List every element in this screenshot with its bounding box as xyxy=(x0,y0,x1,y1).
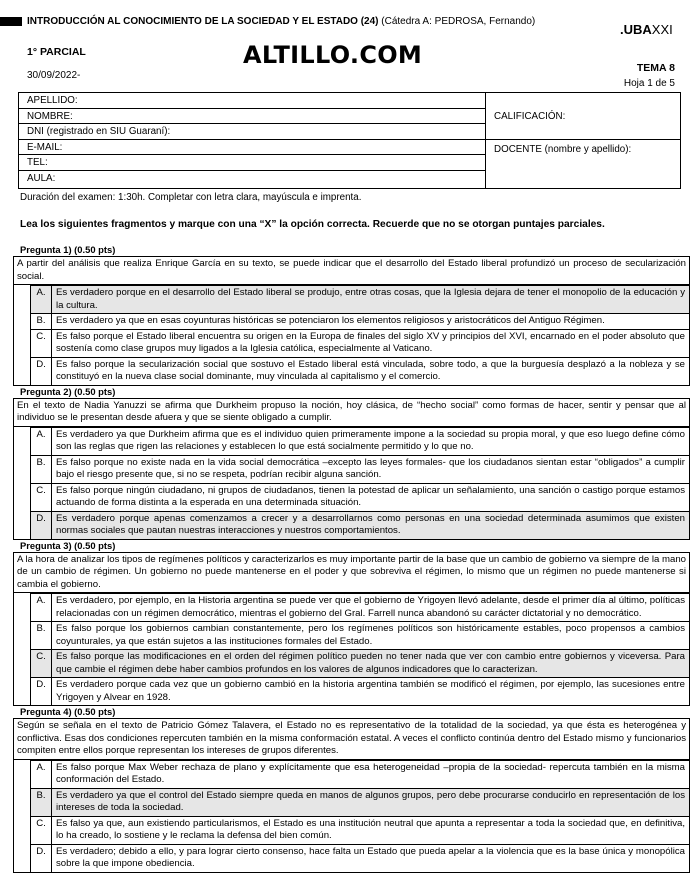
tema-label: TEMA 8 xyxy=(636,62,675,74)
instructions: Lea los siguientes fragmentos y marque con una “X” la opción correcta. Recuerde que no se otorgan puntajes parciales. xyxy=(20,219,605,230)
option-row[interactable] xyxy=(30,313,689,329)
exam-date: 30/09/2022- xyxy=(27,70,81,81)
question-stem: A partir del análisis que realiza Enrique García en su texto, se puede indicar que el desarrollo del Estado liberal profundizó un proceso de secularización social. xyxy=(14,257,689,285)
option-row[interactable] xyxy=(30,760,689,788)
watermark-logo: ALTILLO.COM xyxy=(243,41,423,69)
question-2 xyxy=(13,398,690,540)
option-letter: C. xyxy=(36,817,46,829)
option-text: Es falso porque la secularización social que sostuvo el Estado liberal está vinculada, sobre todo, a que la burguesía desplazó a la nobleza y se constituyó en la nueva clase social dominante, muy vinculada al capitalismo y el comercio. xyxy=(51,358,689,385)
field-email[interactable]: E-MAIL: xyxy=(19,140,485,156)
option-letter: B. xyxy=(36,456,46,468)
option-row[interactable] xyxy=(30,357,689,385)
option-row[interactable] xyxy=(30,427,689,455)
option-row[interactable] xyxy=(30,816,689,844)
exam-title: 1° PARCIAL xyxy=(27,46,86,58)
field-apellido[interactable]: APELLIDO: xyxy=(19,93,485,109)
field-docente: DOCENTE (nombre y apellido): xyxy=(494,144,632,155)
course-title: INTRODUCCIÓN AL CONOCIMIENTO DE LA SOCIEDAD Y EL ESTADO (24) (Cátedra A: PEDROSA, Fernando) xyxy=(27,16,536,27)
duration-note: Duración del examen: 1:30h. Completar con letra clara, mayúscula e imprenta. xyxy=(20,192,362,203)
question-3 xyxy=(13,552,690,707)
option-text: Es verdadero ya que Durkheim afirma que es el individuo quien primeramente impone a la sociedad su propia moral, y que eso luego define cómo son las reglas que rigen las relaciones y establecen lo que está socialmente permitido y lo que no. xyxy=(51,428,689,455)
option-letter: B. xyxy=(36,789,46,801)
option-text: Es falso porque no existe nada en la vida social democrática –excepto las leyes formales- que los ciudadanos sientan estar “obligados” a cumplir bajo el riesgo presente que, si no se respeta, podrían recibir alguna sanción. xyxy=(51,456,689,483)
question-1 xyxy=(13,256,690,386)
option-letter: B. xyxy=(36,315,46,326)
student-id-table xyxy=(18,92,681,189)
option-row[interactable] xyxy=(30,455,689,483)
option-letter: A. xyxy=(36,595,46,606)
page-count: Hoja 1 de 5 xyxy=(623,78,675,89)
student-fields xyxy=(19,93,486,188)
option-letter: B. xyxy=(36,623,46,634)
option-row[interactable] xyxy=(30,329,689,357)
option-letter: D. xyxy=(36,512,46,524)
header-black-bar xyxy=(0,17,22,26)
question-stem: Según se señala en el texto de Patricio Gómez Talavera, el Estado no es representativo de la totalidad de la sociedad, ya que ésta es heterogénea y conflictiva. Esas dos condiciones repercuten también en la misma conformación estatal. A veces el conflicto continúa dentro del Estado mismo y funcionarios compiten entre ellos porque representan los intereses de grupos diferentes. xyxy=(14,719,689,760)
question-label: Pregunta 4) (0.50 pts) xyxy=(20,706,116,717)
option-letter: D. xyxy=(36,358,46,370)
field-tel[interactable]: TEL: xyxy=(19,155,485,171)
option-text: Es verdadero porque cada vez que un gobierno cambió en la historia argentina también se modificó el régimen, por ejemplo, las sucesiones entre Yrigoyen y Alvear en 1928. xyxy=(51,678,689,705)
option-text: Es falso porque los gobiernos cambian constantemente, pero los regímenes políticos son históricamente estables, poco propensos a cambios coyunturales, ya que están sujetos a las instituciones formales del Estado. xyxy=(51,622,689,649)
option-letter: C. xyxy=(36,330,46,342)
option-letter: D. xyxy=(36,679,46,690)
field-calificacion: CALIFICACIÓN: xyxy=(486,93,680,140)
option-row[interactable] xyxy=(30,285,689,313)
option-row[interactable] xyxy=(30,649,689,677)
option-text: Es falso porque Max Weber rechaza de plano y explícitamente que esa heterogeneidad –propia de la sociedad- repercuta también en la misma conformación del Estado. xyxy=(51,761,689,788)
option-letter: A. xyxy=(36,287,46,298)
grading-fields xyxy=(486,93,680,188)
option-text: Es verdadero porque en el desarrollo del Estado liberal se produjo, entre otras cosas, que la Iglesia dejara de tener el monopolio de la educación y la cultura. xyxy=(51,286,689,313)
question-4 xyxy=(13,718,690,873)
option-row[interactable] xyxy=(30,593,689,621)
field-nombre[interactable]: NOMBRE: xyxy=(19,109,485,125)
question-label: Pregunta 1) (0.50 pts) xyxy=(20,244,116,255)
option-row[interactable] xyxy=(30,621,689,649)
option-text: Es verdadero ya que el control del Estado siempre queda en manos de algunos grupos, pero debe procurarse conducirlo en representación de los intereses de toda la sociedad. xyxy=(51,789,689,816)
field-aula[interactable]: AULA: xyxy=(27,172,56,184)
field-dni[interactable]: DNI (registrado en SIU Guaraní): xyxy=(19,124,485,140)
question-label: Pregunta 2) (0.50 pts) xyxy=(20,385,116,397)
questions-list xyxy=(13,244,690,873)
option-row[interactable] xyxy=(30,483,689,511)
option-row[interactable] xyxy=(30,844,689,872)
question-stem: En el texto de Nadia Yanuzzi se afirma que Durkheim propuso la noción, hoy clásica, de “hecho social” como formas de hacer, sentir y pensar que al individuo se le presentan desde afuera y que se siente obligado a cumplir. xyxy=(14,399,689,427)
option-letter: A. xyxy=(36,761,46,773)
option-letter: C. xyxy=(36,651,46,662)
option-text: Es verdadero porque apenas comenzamos a crecer y a desarrollarnos como personas en una sociedad determinada asumimos que existen normas sociales que pautan nuestras interacciones y nuestros comportamientos. xyxy=(51,512,689,539)
option-letter: A. xyxy=(36,428,46,440)
option-text: Es falso porque las modificaciones en el orden del régimen político pueden no tener nada que ver con cambio entre gobiernos y viceversa. Para que cambie el régimen debe haber cambios profundos en los valores de algunos indicadores que lo caracterizan. xyxy=(51,650,689,677)
option-row[interactable] xyxy=(30,788,689,816)
uba-logo: .UBAXXI xyxy=(620,22,673,37)
option-text: Es verdadero, por ejemplo, en la Historia argentina se puede ver que el gobierno de Yrigoyen llevó adelante, desde el primer día al último, políticas relacionadas con un régimen democrático, mientras el gobierno del Gral. Farrell nunca abandonó su carácter dictatorial y no democrático. xyxy=(51,594,689,621)
option-text: Es verdadero ya que en esas coyunturas históricas se potenciaron los elementos religiosos y aristocráticos del Antiguo Régimen. xyxy=(51,314,689,329)
question-stem: A la hora de analizar los tipos de regímenes políticos y caracterizarlos es muy importante partir de la base que un cambio de gobierno va siempre de la mano de un cambio de régimen. Un gobierno no puede mantenerse en el poder y que sobreviva el régimen, lo mismo que un régimen no puede mantenerse si cambia el gobierno. xyxy=(14,553,689,594)
option-text: Es falso porque ningún ciudadano, ni grupos de ciudadanos, tienen la potestad de aplicar un señalamiento, una sanción o castigo porque estamos actuando de forma distinta a la esperada en una determinada situación. xyxy=(51,484,689,511)
option-text: Es falso porque el Estado liberal encuentra su origen en la Europa de finales del siglo XV y principios del XVI, encarnado en el poder absoluto que sostenía como clase grupos muy ligados a la Iglesia católica, especialmente al Vaticano. xyxy=(51,330,689,357)
option-text: Es falso ya que, aun existiendo particularismos, el Estado es una institución neutral que apunta a representar a toda la sociedad que, en definitiva, lo ha creado, lo sostiene y le reclama la defensa del bien común. xyxy=(51,817,689,844)
option-row[interactable] xyxy=(30,677,689,705)
option-text: Es verdadero; debido a ello, y para lograr cierto consenso, hace falta un Estado que pueda apelar a la violencia que es la base única y monopólica sobre la que impone obediencia. xyxy=(51,845,689,872)
option-letter: D. xyxy=(36,845,46,857)
question-label: Pregunta 3) (0.50 pts) xyxy=(20,539,116,551)
option-letter: C. xyxy=(36,484,46,496)
option-row[interactable] xyxy=(30,511,689,539)
